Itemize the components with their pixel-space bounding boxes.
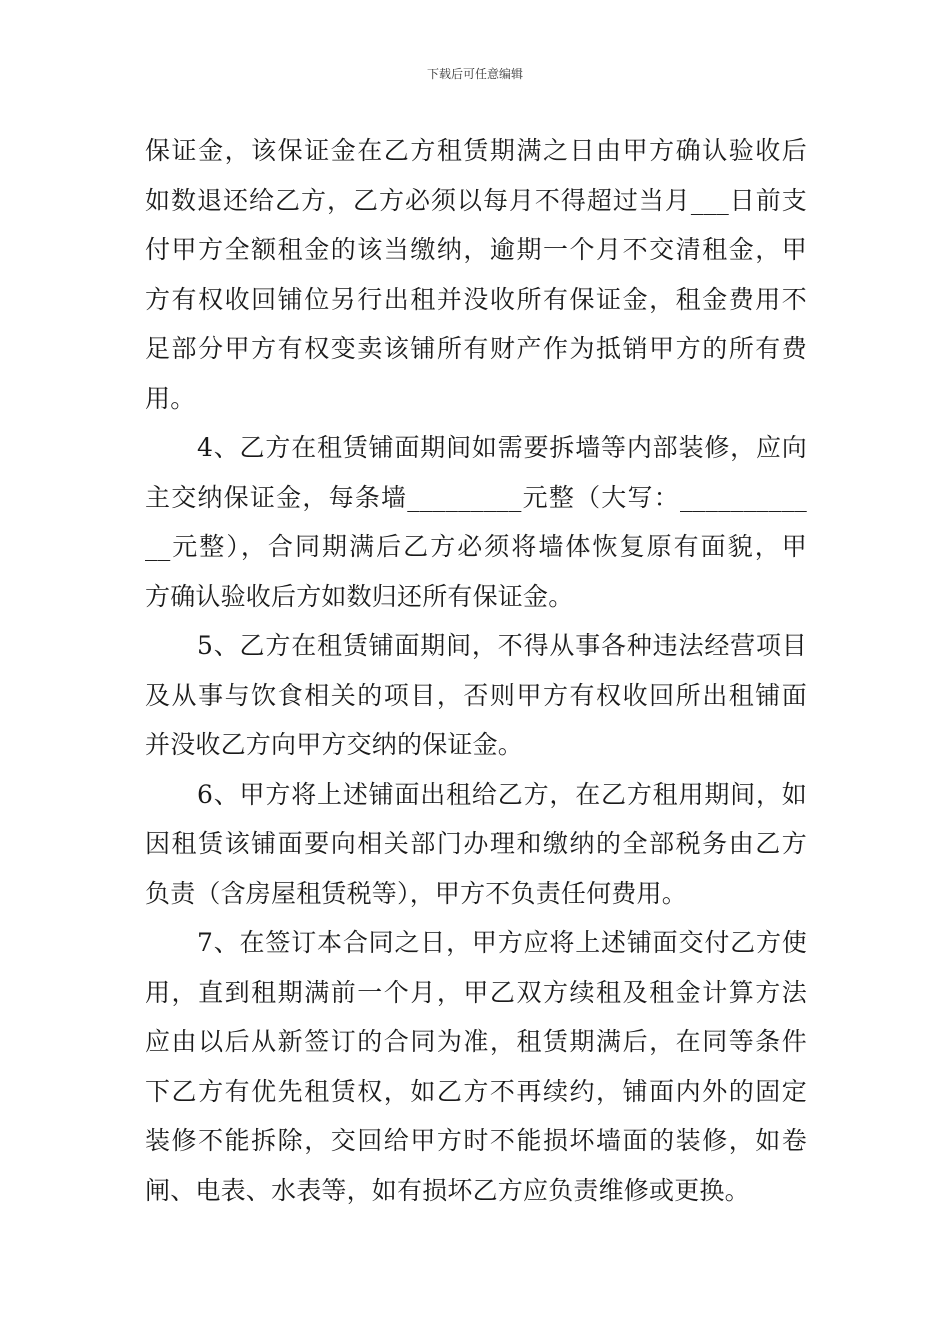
text-line: 装修不能拆除，交回给甲方时不能损坏墙面的装修，如卷 — [145, 1126, 807, 1155]
text-line: 足部分甲方有权变卖该铺所有财产作为抵销甲方的所有费 — [145, 334, 807, 363]
text-line: __元整），合同期满后乙方必须将墙体恢复原有面貌，甲 — [145, 532, 807, 561]
text-line: 应由以后从新签订的合同为准，租赁期满后，在同等条件 — [145, 1027, 807, 1056]
text-line: 主交纳保证金，每条墙_________元整（大写：__________ — [145, 482, 807, 512]
text-line: 如数退还给乙方，乙方必须以每月不得超过当月___日前支 — [145, 185, 807, 215]
clause-5-line: 5、乙方在租赁铺面期间，不得从事各种违法经营项目 — [197, 631, 807, 660]
document-body — [145, 126, 807, 1215]
text-line: 用。 — [145, 383, 196, 413]
clause-4-line: 4、乙方在租赁铺面期间如需要拆墙等内部装修，应向 — [197, 433, 807, 462]
text-line: 保证金，该保证金在乙方租赁期满之日由甲方确认验收后 — [145, 136, 807, 165]
text-line: 闸、电表、水表等，如有损坏乙方应负责维修或更换。 — [145, 1175, 750, 1205]
text-line: 付甲方全额租金的该当缴纳，逾期一个月不交清租金，甲 — [145, 235, 807, 264]
clause-7-line: 7、在签订本合同之日，甲方应将上述铺面交付乙方使 — [197, 928, 807, 957]
clause-6-line: 6、甲方将上述铺面出租给乙方，在乙方租用期间，如 — [197, 779, 807, 809]
text-line: 方有权收回铺位另行出租并没收所有保证金，租金费用不 — [145, 284, 807, 314]
text-line: 负责（含房屋租赁税等），甲方不负责任何费用。 — [145, 878, 687, 908]
text-line: 及从事与饮食相关的项目，否则甲方有权收回所出租铺面 — [145, 680, 807, 710]
text-line: 并没收乙方向甲方交纳的保证金。 — [145, 730, 524, 759]
text-line: 用，直到租期满前一个月，甲乙双方续租及租金计算方法 — [145, 977, 807, 1007]
text-line: 因租赁该铺面要向相关部门办理和缴纳的全部税务由乙方 — [145, 829, 807, 858]
text-line: 方确认验收后方如数归还所有保证金。 — [145, 581, 574, 611]
page-header: 下载后可任意编辑 — [426, 67, 523, 81]
text-line: 下乙方有优先租赁权，如乙方不再续约，铺面内外的固定 — [145, 1076, 807, 1106]
